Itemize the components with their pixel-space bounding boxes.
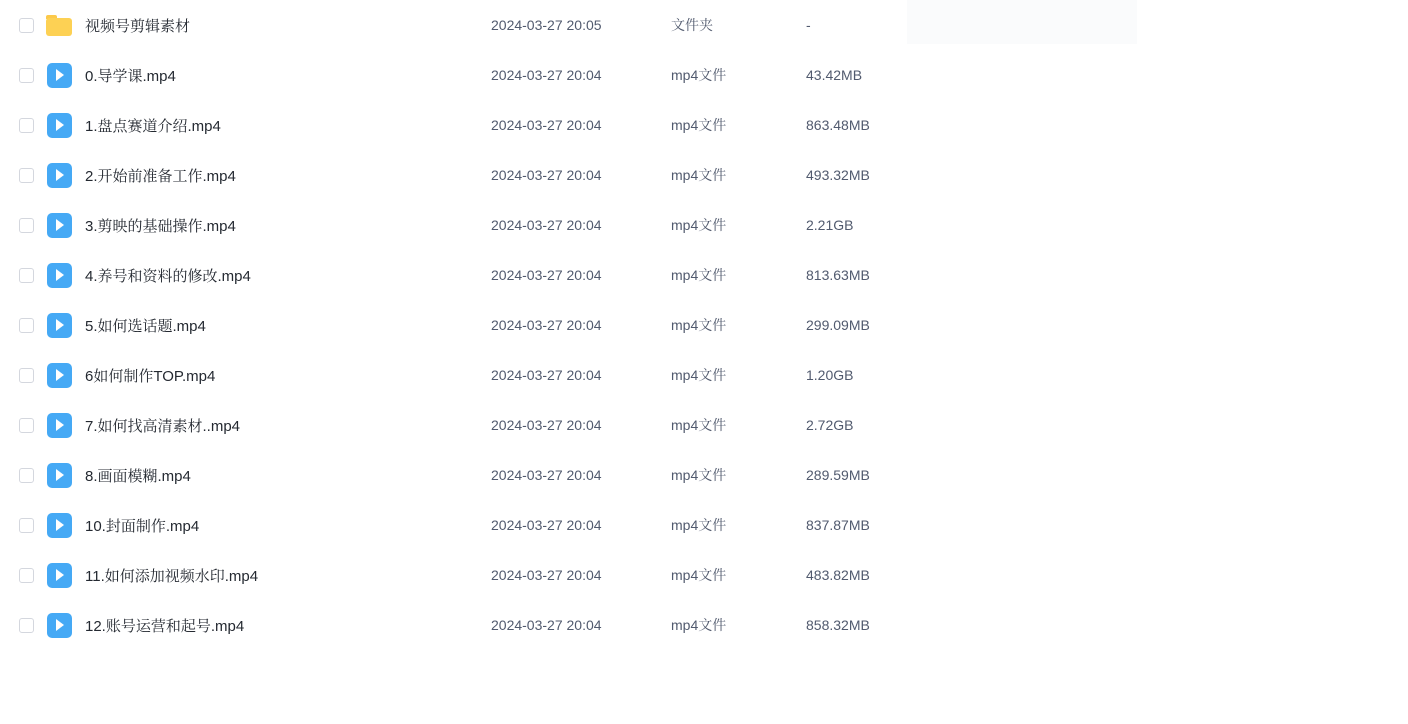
table-row[interactable] <box>0 350 1408 400</box>
video-file-icon <box>47 213 72 238</box>
file-size: 863.48MB <box>806 117 870 133</box>
table-row[interactable] <box>0 100 1408 150</box>
file-icon-cell <box>42 413 76 438</box>
file-icon-cell <box>42 513 76 538</box>
file-size: 43.42MB <box>806 67 863 83</box>
file-modified-date: 2024-03-27 20:05 <box>491 17 602 33</box>
folder-icon-body <box>46 18 72 36</box>
file-size: 2.21GB <box>806 217 854 233</box>
file-type: mp4文件 <box>671 617 727 633</box>
file-modified-date: 2024-03-27 20:04 <box>491 317 602 333</box>
row-select-cell[interactable] <box>10 168 42 183</box>
table-row[interactable] <box>0 0 1408 50</box>
row-checkbox[interactable] <box>19 318 34 333</box>
file-size: 299.09MB <box>806 317 870 333</box>
row-select-cell[interactable] <box>10 418 42 433</box>
file-type: mp4文件 <box>671 467 727 483</box>
row-select-cell[interactable] <box>10 18 42 33</box>
table-row[interactable] <box>0 150 1408 200</box>
file-size: 1.20GB <box>806 367 854 383</box>
file-name[interactable]: 1.盘点赛道介绍.mp4 <box>85 117 221 135</box>
file-size: 813.63MB <box>806 267 870 283</box>
file-type: mp4文件 <box>671 317 727 333</box>
file-modified-date: 2024-03-27 20:04 <box>491 167 602 183</box>
table-row[interactable] <box>0 300 1408 350</box>
file-icon-cell <box>42 363 76 388</box>
video-file-icon <box>47 263 72 288</box>
file-icon-cell <box>42 15 76 36</box>
video-file-icon <box>47 113 72 138</box>
row-select-cell[interactable] <box>10 618 42 633</box>
file-icon-cell <box>42 113 76 138</box>
file-size: - <box>806 17 811 33</box>
file-icon-cell <box>42 213 76 238</box>
file-modified-date: 2024-03-27 20:04 <box>491 367 602 383</box>
row-checkbox[interactable] <box>19 618 34 633</box>
table-row[interactable] <box>0 550 1408 600</box>
file-type: 文件夹 <box>671 17 713 33</box>
file-modified-date: 2024-03-27 20:04 <box>491 517 602 533</box>
video-file-icon <box>47 563 72 588</box>
table-row[interactable] <box>0 600 1408 650</box>
file-size: 837.87MB <box>806 517 870 533</box>
row-select-cell[interactable] <box>10 368 42 383</box>
file-icon-cell <box>42 313 76 338</box>
row-select-cell[interactable] <box>10 68 42 83</box>
row-checkbox[interactable] <box>19 18 34 33</box>
file-type: mp4文件 <box>671 417 727 433</box>
file-modified-date: 2024-03-27 20:04 <box>491 567 602 583</box>
video-file-icon <box>47 413 72 438</box>
file-size: 289.59MB <box>806 467 870 483</box>
file-type: mp4文件 <box>671 167 727 183</box>
file-size: 2.72GB <box>806 417 854 433</box>
row-checkbox[interactable] <box>19 118 34 133</box>
video-file-icon <box>47 363 72 388</box>
file-name[interactable]: 12.账号运营和起号.mp4 <box>85 617 245 635</box>
file-name[interactable]: 5.如何选话题.mp4 <box>85 317 206 335</box>
row-select-cell[interactable] <box>10 318 42 333</box>
file-modified-date: 2024-03-27 20:04 <box>491 267 602 283</box>
row-select-cell[interactable] <box>10 518 42 533</box>
file-icon-cell <box>42 263 76 288</box>
file-name[interactable]: 3.剪映的基础操作.mp4 <box>85 217 236 235</box>
row-checkbox[interactable] <box>19 218 34 233</box>
file-name[interactable]: 视频号剪辑素材 <box>85 17 191 35</box>
table-row[interactable] <box>0 250 1408 300</box>
file-name[interactable]: 7.如何找高清素材..mp4 <box>85 417 241 435</box>
file-modified-date: 2024-03-27 20:04 <box>491 67 602 83</box>
file-size: 493.32MB <box>806 167 870 183</box>
file-name[interactable]: 11.如何添加视频水印.mp4 <box>85 567 259 585</box>
file-type: mp4文件 <box>671 367 727 383</box>
video-file-icon <box>47 63 72 88</box>
file-type: mp4文件 <box>671 217 727 233</box>
file-icon-cell <box>42 563 76 588</box>
row-checkbox[interactable] <box>19 418 34 433</box>
table-row[interactable] <box>0 450 1408 500</box>
file-icon-cell <box>42 163 76 188</box>
row-select-cell[interactable] <box>10 118 42 133</box>
file-name[interactable]: 2.开始前准备工作.mp4 <box>85 167 236 185</box>
file-type: mp4文件 <box>671 267 727 283</box>
file-name[interactable]: 0.导学课.mp4 <box>85 67 176 85</box>
video-file-icon <box>47 163 72 188</box>
video-file-icon <box>47 613 72 638</box>
row-select-cell[interactable] <box>10 218 42 233</box>
file-name[interactable]: 6如何制作TOP.mp4 <box>85 367 216 385</box>
file-name[interactable]: 8.画面模糊.mp4 <box>85 467 191 485</box>
file-modified-date: 2024-03-27 20:04 <box>491 467 602 483</box>
file-modified-date: 2024-03-27 20:04 <box>491 217 602 233</box>
table-row[interactable] <box>0 500 1408 550</box>
file-modified-date: 2024-03-27 20:04 <box>491 617 602 633</box>
file-icon-cell <box>42 463 76 488</box>
file-modified-date: 2024-03-27 20:04 <box>491 417 602 433</box>
file-name[interactable]: 10.封面制作.mp4 <box>85 517 200 535</box>
row-checkbox[interactable] <box>19 568 34 583</box>
file-type: mp4文件 <box>671 67 727 83</box>
video-file-icon <box>47 463 72 488</box>
file-size: 858.32MB <box>806 617 870 633</box>
row-checkbox[interactable] <box>19 518 34 533</box>
table-row[interactable] <box>0 400 1408 450</box>
row-checkbox[interactable] <box>19 68 34 83</box>
file-type: mp4文件 <box>671 117 727 133</box>
video-file-icon <box>47 313 72 338</box>
file-name[interactable]: 4.养号和资料的修改.mp4 <box>85 267 251 285</box>
file-type: mp4文件 <box>671 567 727 583</box>
row-checkbox[interactable] <box>19 268 34 283</box>
table-row[interactable] <box>0 200 1408 250</box>
folder-icon <box>46 15 72 36</box>
file-size: 483.82MB <box>806 567 870 583</box>
video-file-icon <box>47 513 72 538</box>
file-icon-cell <box>42 63 76 88</box>
row-checkbox[interactable] <box>19 468 34 483</box>
row-checkbox[interactable] <box>19 168 34 183</box>
table-row[interactable] <box>0 50 1408 100</box>
file-modified-date: 2024-03-27 20:04 <box>491 117 602 133</box>
row-checkbox[interactable] <box>19 368 34 383</box>
row-select-cell[interactable] <box>10 468 42 483</box>
row-select-cell[interactable] <box>10 268 42 283</box>
file-type: mp4文件 <box>671 517 727 533</box>
file-icon-cell <box>42 613 76 638</box>
row-select-cell[interactable] <box>10 568 42 583</box>
